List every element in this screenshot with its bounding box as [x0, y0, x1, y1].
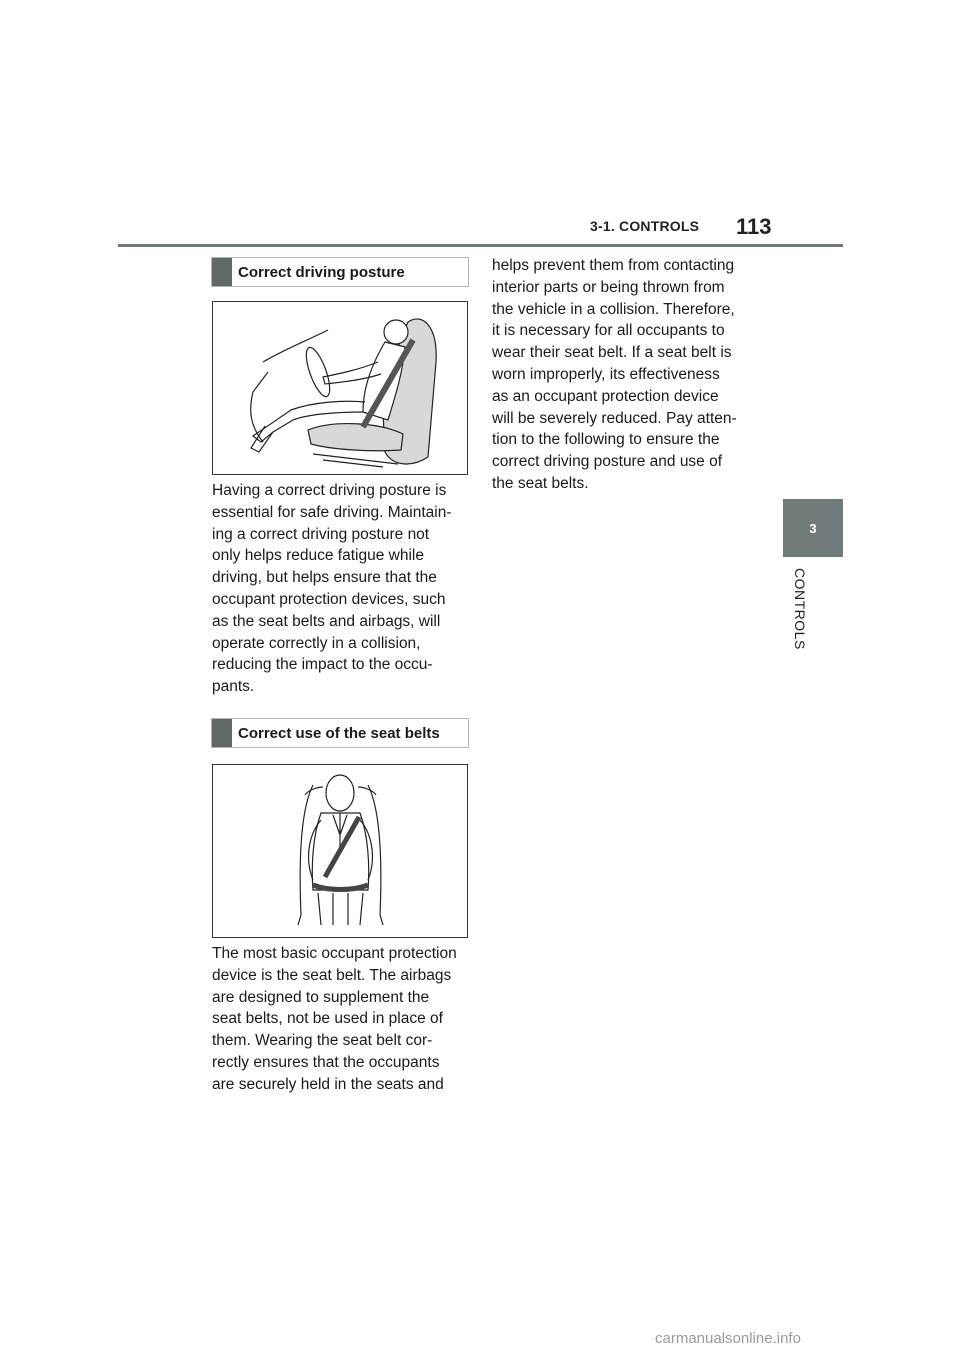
heading-correct-use-seat-belts [211, 718, 469, 748]
heading-bar [212, 719, 232, 747]
seatbelt-wearing-icon [213, 765, 467, 937]
chapter-label: CONTROLS [792, 568, 808, 650]
heading-text: Correct driving posture [238, 263, 405, 281]
chapter-tab[interactable] [783, 499, 843, 557]
footer-watermark[interactable]: carmanualsonline.info [655, 1330, 801, 1347]
chapter-number: 3 [809, 520, 817, 536]
section-header: 3-1. CONTROLS [590, 218, 700, 234]
driver-posture-illustration [212, 301, 468, 475]
heading-text: Correct use of the seat belts [238, 724, 440, 742]
heading-correct-driving-posture [211, 257, 469, 287]
header-rule [118, 244, 843, 247]
paragraph-seat-belts-continued: helps prevent them from contacting interior parts or being thrown from the vehicle in a collision. Therefore, it is necessary for all occupants to wear their seat belt. If a seat belt is worn improperly, its effectiveness as an occupant protection device will be severely reduced. Pay atten- tion to the following to ensure the correct driving posture and use of the seat belts. [492, 257, 737, 492]
driver-posture-icon [213, 302, 467, 474]
paragraph-driving-posture: Having a correct driving posture is essential for safe driving. Maintain- ing a correct driving posture not only helps reduce fatigue while driving, but helps ensure that the occupant protection devices, such as the seat belts and airbags, will operate correctly in a collision, reducing the impact to the occu- pants. [212, 482, 452, 696]
seatbelt-wearing-illustration [212, 764, 468, 938]
heading-bar [212, 258, 232, 286]
paragraph-seat-belts: The most basic occupant protection device is the seat belt. The airbags are designed to supplement the seat belts, not be used in place of them. Wearing the seat belt cor- rectly ensures that the occupants are securely held in the seats and [212, 945, 457, 1093]
page-number: 113 [736, 214, 772, 239]
